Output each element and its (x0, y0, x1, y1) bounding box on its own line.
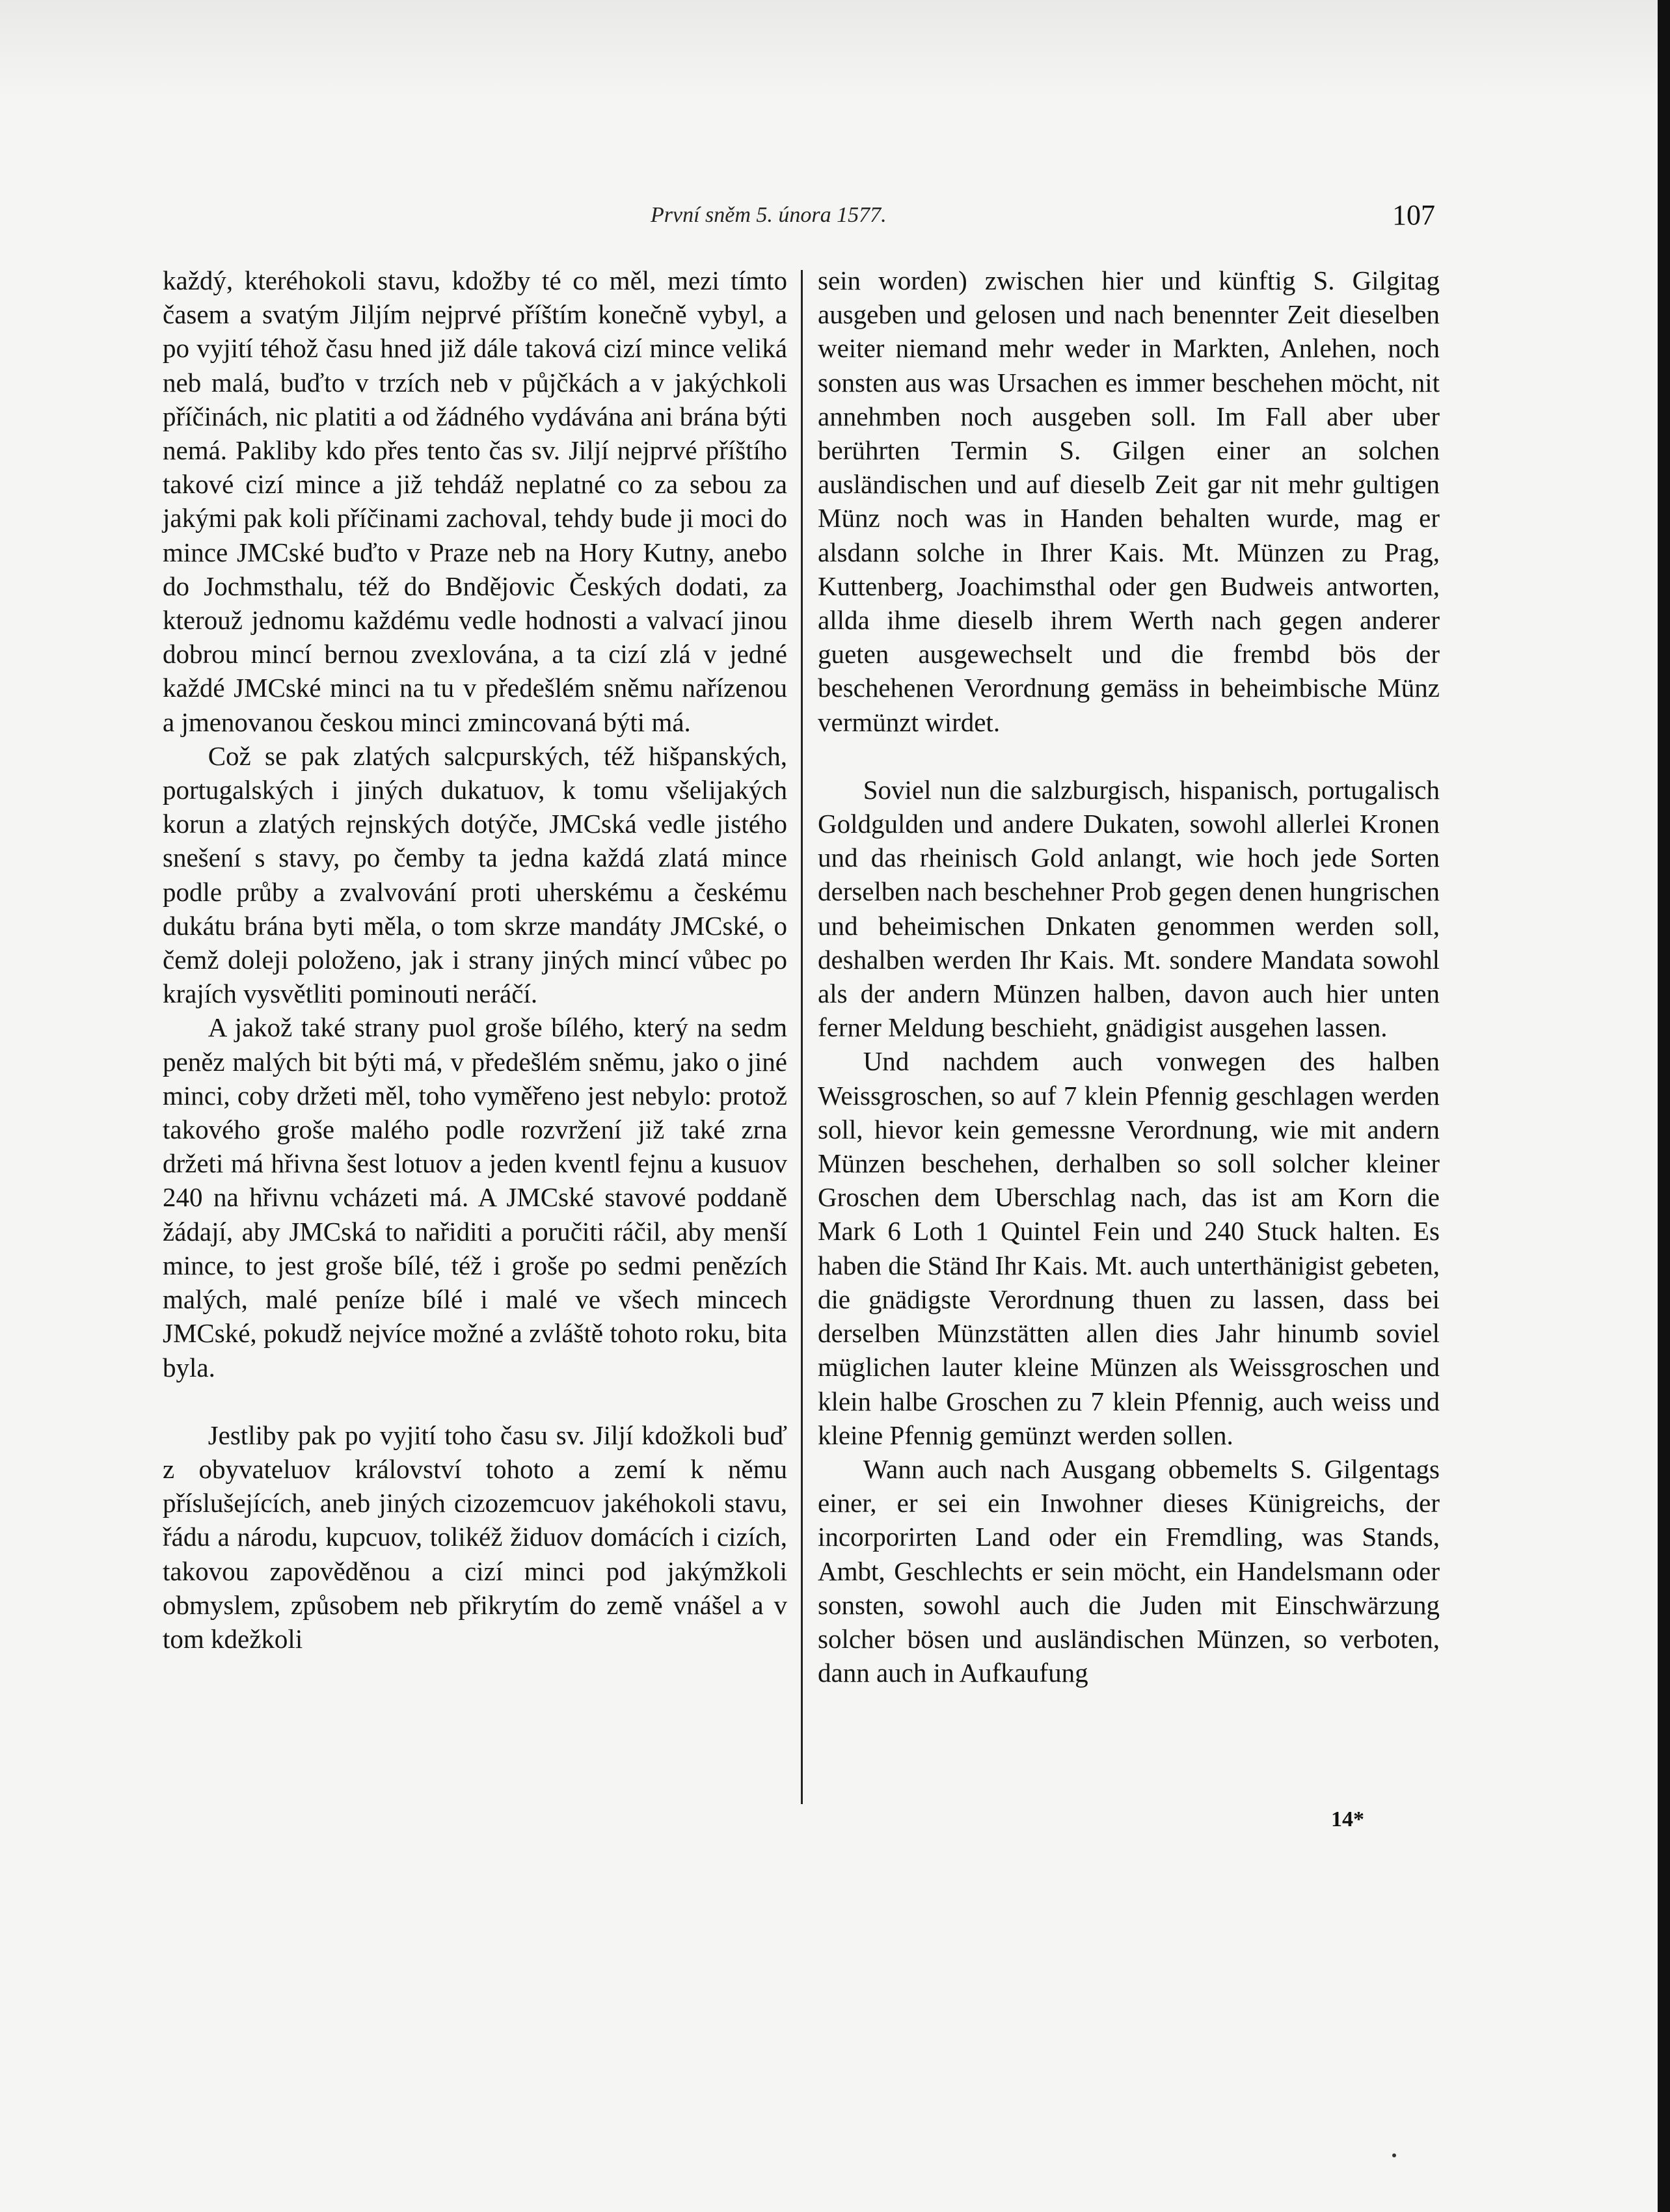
right-paragraph-4: Wann auch nach Ausgang obbemelts S. Gilgentags einer, er sei ein Inwohner dieses Künigreichs, der incorporirten Land oder ein Fremdling, was Stands, Ambt, Geschlechts er sein möcht, ein Handelsmann oder sonsten, sowohl auch die Juden mit Einschwärzung solcher bösen und ausländischen Münzen, so verboten, dann auch in Aufkaufung (818, 1453, 1440, 1688)
right-paragraph-1: sein worden) zwischen hier und künftig S. Gilgitag ausgeben und gelosen und nach benennter Zeit dieselben weiter niemand mehr weder in Markten, Anlehen, noch sonsten aus was Ursachen es immer beschehen möcht, nit annehmben noch ausgeben soll. Im Fall aber uber berührten Termin S. Gilgen einer an solchen ausländischen und auf dieselb Zeit gar nit mehr gultigen Münz noch was in Handen behalten wurde, mag er alsdann solche in Ihrer Kais. Mt. Münzen zu Prag, Kuttenberg, Joachimsthal oder gen Budweis antworten, allda ihme dieselb ihrem Werth nach gegen anderer gueten ausgewechselt und die frembd bös der beschehenen Verordnung gemäss in beheimbische Münz vermünzt wirdet. (818, 265, 1440, 737)
left-paragraph-2: Což se pak zlatých salcpurských, též hišpanských, portugalských i jiných dukatuov, k tomu všelijakých korun a zlatých rejnských dotýče, JMCská vedle jistého snešení s stavy, po čemby ta jedna každá zlatá mince podle průby a zvalvování proti uherskému a českému dukátu brána byti měla, o tom skrze mandáty JMCské, o čemž doleji položeno, jak i strany jiných mincí vůbec po krajích vysvětliti pominouti neráčí. (163, 740, 787, 1009)
left-paragraph-1: každý, kteréhokoli stavu, kdožby té co měl, mezi tímto časem a svatým Jiljím nejprvé příštím konečně vybyl, a po vyjití téhož času hned již dále taková cizí mince veliká neb malá, buďto v trzích neb v půjčkách a v jakýchkoli příčinách, nic platiti a od žádného vydávána ani brána býti nemá. Pakliby kdo přes tento čas sv. Jiljí nejprvé příštího takové cizí mince a již tehdáž neplatné co za sebou za jakými pak koli příčinami zachoval, tehdy bude ji moci do mince JMCské buďto v Praze neb na Hory Kutny, anebo do Jochmsthalu, též do Bnděјovic Českých dodati, za kterouž jednomu každému vedle hodnosti a valvací jinou dobrou mincí bernou zvexlována, a ta cizí zlá v jedné každé JMCské minci na tu v předešlém sněmu nařízenou a jmenovanou českou minci zmincovaná býti má. (163, 265, 787, 737)
left-paragraph-4: Jestliby pak po vyjití toho času sv. Jiljí kdožkoli buď z obyvateluov království tohoto a zemí k němu příslušejících, aneb jiných cizozemcuov jakéhokoli stavu, řádu a národu, kupcuov, tolikéž židuov domácích i cizích, takovou zapověděnou a cizí minci pod jakýmžkoli obmyslem, způsobem neb přikrytím do země vnášel a v tom kdežkoli (163, 1420, 787, 1654)
left-paragraph-3: A jakož také strany puol groše bílého, který na sedm peněz malých bit býti má, v předešlém sněmu, jako o jiné minci, coby držeti měl, toho vyměřeno jest nebylo: protož takového groše malého podle rozvržení již také zrna držeti má hřivna šest lotuov a jeden kventl fejnu a kusuov 240 na hřivnu vcházeti má. A JMCské stavové poddaně žádají, aby JMCská to nařiditi a poručiti ráčil, aby menší mince, to jest groše bílé, též i groše po sedmi penězích malých, malé peníze bílé i malé ve všech mincech JMCské, pokudž nejvíce možné a zvláště tohoto roku, bita byla. (163, 1012, 787, 1382)
page-number: 107 (1392, 199, 1435, 231)
left-column (163, 263, 787, 1656)
column-divider (801, 270, 803, 1804)
scan-speck (1392, 2153, 1396, 2157)
running-head: První sněm 5. února 1577. (651, 203, 887, 227)
right-column (818, 263, 1440, 1690)
signature-mark: 14* (1331, 1807, 1364, 1831)
right-paragraph-2: Soviel nun die salzburgisch, hispanisch, portugalisch Goldgulden und andere Dukaten, sowohl allerlei Kronen und das rheinisch Gold anlangt, wie hoch jede Sorten derselben nach beschehner Prob gegen denen hungrischen und beheimischen Dnkaten genommen werden soll, deshalben werden Ihr Kais. Mt. sondere Mandata sowohl als der andern Münzen halben, davon auch hier unten ferner Meldung beschieht, gnädigist ausgehen lassen. (818, 774, 1440, 1043)
right-paragraph-3: Und nachdem auch vonwegen des halben Weissgroschen, so auf 7 klein Pfennig geschlagen werden soll, hievor kein gemessne Verordnung, wie mit andern Münzen beschehen, derhalben so soll solcher kleiner Groschen dem Uberschlag nach, das ist am Korn die Mark 6 Loth 1 Quintel Fein und 240 Stuck halten. Es haben die Stänԁ Ihr Kais. Mt. auch unterthänigist gebeten, die gnädigste Verordnung thuen zu lassen, dass bei derselben Münzstätten allen dies Jahr hinumb soviel müglichen lauter kleine Münzen als Weissgroschen und klein halbe Groschen zu 7 klein Pfennig, auch weiss und kleine Pfennig gemünzt werden sollen. (818, 1046, 1440, 1450)
scan-shade (0, 0, 1658, 98)
